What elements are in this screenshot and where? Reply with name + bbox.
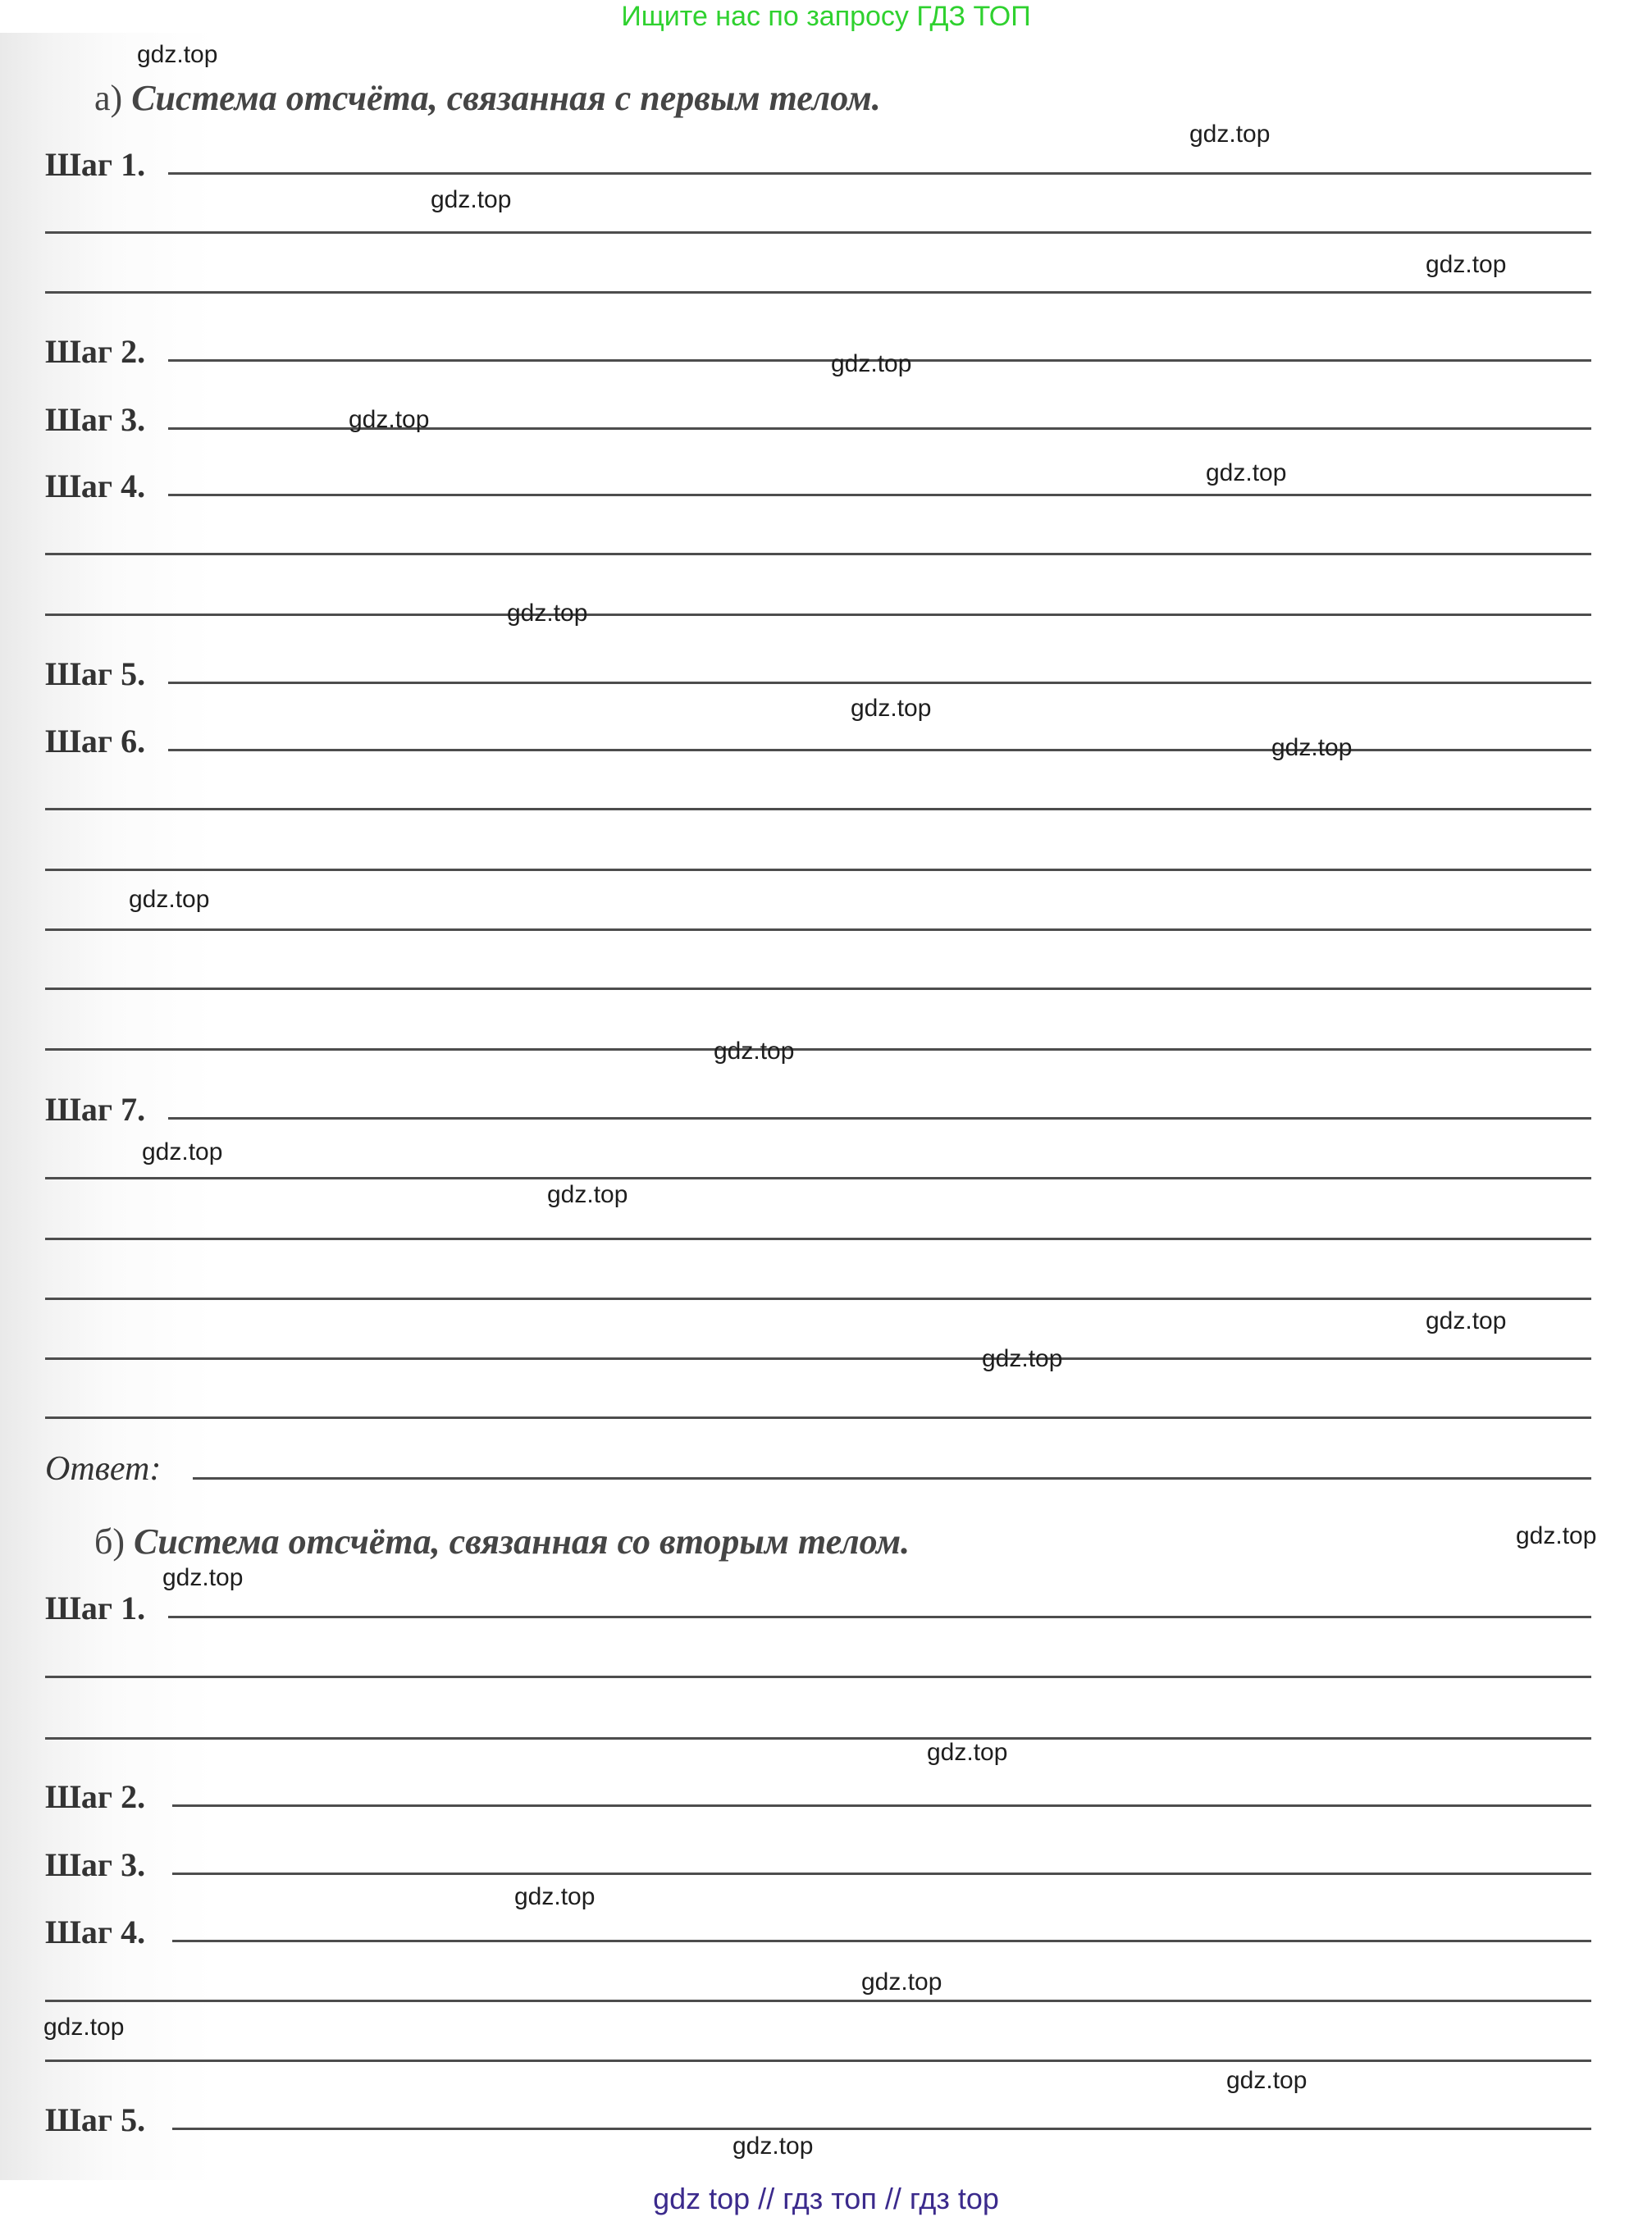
step-b4-label: Шаг 4. (45, 1914, 146, 1950)
answer-a-label: Ответ: (45, 1450, 162, 1488)
section-b-title: Система отсчёта, связанная со вторым телом. (134, 1521, 910, 1562)
answer-line[interactable] (193, 1477, 1591, 1480)
step-b3-label: Шаг 3. (45, 1846, 146, 1883)
answer-line[interactable] (45, 808, 1591, 810)
answer-line[interactable] (45, 2000, 1591, 2002)
step-a1-label: Шаг 1. (45, 146, 146, 183)
answer-line[interactable] (45, 988, 1591, 990)
watermark: gdz.top (431, 186, 512, 213)
answer-line[interactable] (172, 1873, 1591, 1875)
answer-line[interactable] (45, 1357, 1591, 1360)
top-banner[interactable]: Ищите нас по запросу ГДЗ ТОП (0, 0, 1652, 33)
watermark: gdz.top (142, 1138, 223, 1166)
watermark: gdz.top (1226, 2067, 1307, 2094)
answer-line[interactable] (45, 1676, 1591, 1678)
answer-line[interactable] (45, 553, 1591, 555)
answer-line[interactable] (45, 1298, 1591, 1300)
watermark: gdz.top (43, 2014, 125, 2041)
watermark: gdz.top (507, 600, 588, 627)
answer-line[interactable] (45, 1416, 1591, 1419)
section-b-letter: б) (94, 1521, 125, 1562)
watermark: gdz.top (1516, 1522, 1597, 1549)
answer-line[interactable] (168, 749, 1591, 751)
step-b5-label: Шаг 5. (45, 2101, 146, 2138)
step-b1-label: Шаг 1. (45, 1590, 146, 1626)
step-a4-label: Шаг 4. (45, 468, 146, 504)
answer-line[interactable] (45, 928, 1591, 931)
step-a3-label: Шаг 3. (45, 401, 146, 438)
step-a2-label: Шаг 2. (45, 333, 146, 370)
watermark: gdz.top (1206, 459, 1287, 486)
answer-line[interactable] (168, 682, 1591, 684)
watermark: gdz.top (137, 41, 218, 68)
watermark: gdz.top (162, 1564, 244, 1591)
answer-line[interactable] (45, 2060, 1591, 2062)
watermark: gdz.top (851, 695, 932, 722)
answer-line[interactable] (168, 494, 1591, 496)
watermark: gdz.top (1426, 1307, 1507, 1334)
answer-line[interactable] (172, 2128, 1591, 2130)
watermark: gdz.top (982, 1345, 1063, 1372)
answer-line[interactable] (45, 1737, 1591, 1740)
section-a-heading (94, 78, 881, 119)
step-a5-label: Шаг 5. (45, 655, 146, 692)
answer-line[interactable] (172, 1804, 1591, 1807)
watermark: gdz.top (732, 2133, 814, 2160)
watermark: gdz.top (927, 1739, 1008, 1766)
step-a7-label: Шаг 7. (45, 1091, 146, 1128)
answer-line[interactable] (45, 1238, 1591, 1240)
answer-line[interactable] (45, 1177, 1591, 1179)
watermark: gdz.top (547, 1181, 628, 1208)
watermark: gdz.top (129, 886, 210, 913)
watermark: gdz.top (1271, 734, 1353, 761)
watermark: gdz.top (514, 1883, 596, 1910)
watermark: gdz.top (349, 406, 430, 433)
answer-line[interactable] (168, 1616, 1591, 1618)
answer-line[interactable] (172, 1940, 1591, 1942)
watermark: gdz.top (831, 350, 912, 377)
watermark: gdz.top (1189, 121, 1271, 148)
answer-line[interactable] (45, 1048, 1591, 1051)
step-b2-label: Шаг 2. (45, 1778, 146, 1815)
answer-line[interactable] (45, 291, 1591, 294)
answer-line[interactable] (45, 231, 1591, 234)
bottom-banner[interactable]: gdz top // гдз топ // гдз top (0, 2180, 1652, 2217)
answer-line[interactable] (45, 869, 1591, 871)
answer-line[interactable] (45, 614, 1591, 616)
watermark: gdz.top (861, 1968, 942, 1996)
answer-line[interactable] (168, 172, 1591, 175)
section-a-letter: а) (94, 78, 123, 118)
section-a-title: Система отсчёта, связанная с первым телом. (131, 78, 881, 118)
watermark: gdz.top (1426, 251, 1507, 278)
section-b-heading (94, 1521, 910, 1562)
answer-line[interactable] (168, 1117, 1591, 1120)
watermark: gdz.top (714, 1038, 795, 1065)
step-a6-label: Шаг 6. (45, 723, 146, 760)
